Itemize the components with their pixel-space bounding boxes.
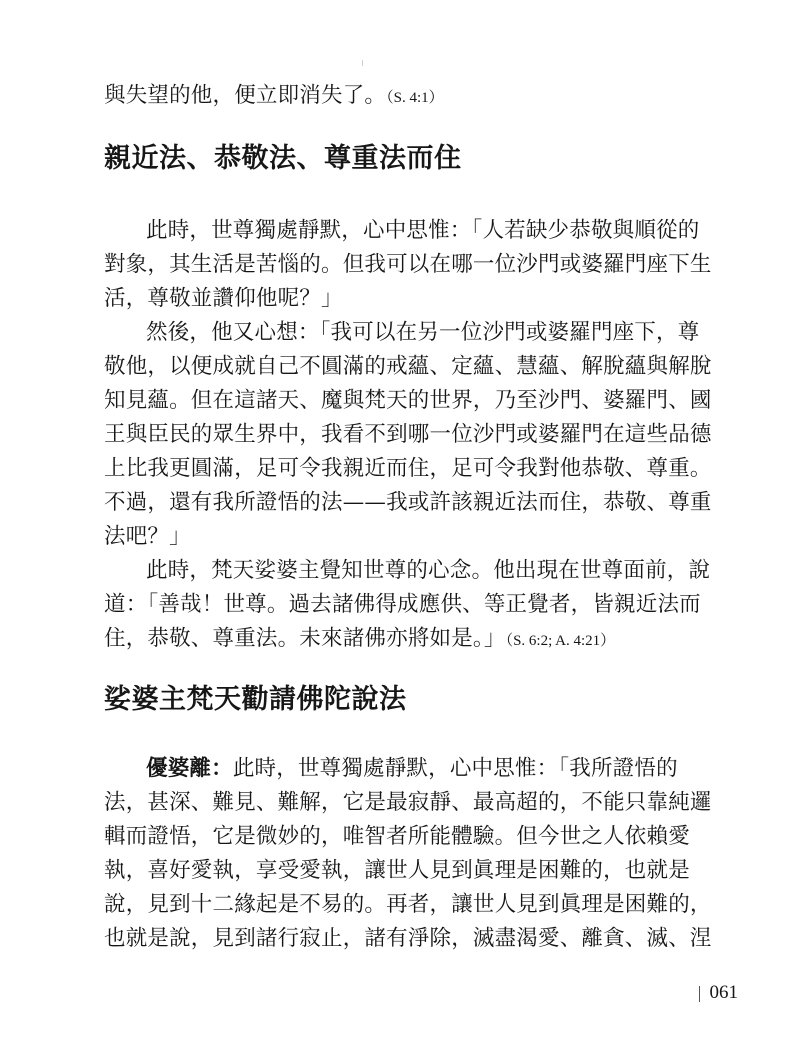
text-line bbox=[104, 625, 615, 655]
text-line: 知見蘊。但在這諸天、魔與梵天的世界，乃至沙門、婆羅門、國 bbox=[104, 388, 712, 413]
text-line: 也就是說，見到諸行寂止，諸有淨除，滅盡渴愛、離貪、滅、涅 bbox=[104, 926, 712, 951]
page-number bbox=[699, 982, 739, 1004]
text-line: 不過，還有我所證悟的法——我或許該親近法而住，恭敬、尊重 bbox=[104, 490, 712, 515]
citation: （S. 4:1） bbox=[386, 90, 444, 106]
text-line: 法吧？」 bbox=[104, 524, 191, 549]
section-heading: 娑婆主梵天勸請佛陀說法 bbox=[104, 684, 407, 715]
text-line: 敬他，以便成就自己不圓滿的戒蘊、定蘊、慧蘊、解脫蘊與解脫 bbox=[104, 354, 712, 379]
text-line: 對象，其生活是苦惱的。但我可以在哪一位沙門或婆羅門座下生 bbox=[104, 252, 712, 277]
text-line: 活，尊敬並讚仰他呢？」 bbox=[104, 286, 343, 311]
text-line bbox=[146, 755, 678, 783]
text: 與失望的他，便立即消失了。 bbox=[104, 83, 387, 108]
text-line: 法，甚深、難見、難解，它是最寂靜、最高超的，不能只靠純邏 bbox=[104, 790, 712, 815]
scan-mark bbox=[362, 60, 363, 66]
text-line: 此時，世尊獨處靜默，心中思惟：「人若缺少恭敬與順從的 bbox=[146, 218, 700, 243]
text-line: 此時，梵天娑婆主覺知世尊的心念。他出現在世尊面前，說 bbox=[146, 558, 711, 583]
text-line: 輯而證悟，它是微妙的，唯智者所能體驗。但今世之人依賴愛 bbox=[104, 824, 690, 849]
section-heading: 親近法、恭敬法、尊重法而住 bbox=[104, 143, 462, 174]
text-line: 執，喜好愛執，享受愛執，讓世人見到眞理是困難的，也就是 bbox=[104, 858, 690, 883]
speaker-name: 優婆離： bbox=[146, 756, 233, 781]
text-line: 說，見到十二緣起是不易的。再者，讓世人見到眞理是困難的， bbox=[104, 892, 712, 917]
page-number-text: 061 bbox=[709, 982, 738, 1003]
text-line: 上比我更圓滿，足可令我親近而住，足可令我對他恭敬、尊重。 bbox=[104, 456, 712, 481]
text-line: 王與臣民的眾生界中，我看不到哪一位沙門或婆羅門在這些品德 bbox=[104, 422, 712, 447]
text-line: 然後，他又心想：「我可以在另一位沙門或婆羅門座下，尊 bbox=[146, 320, 700, 345]
text-line: 道：「善哉！世尊。過去諸佛得成應供、等正覺者，皆親近法而 bbox=[104, 592, 701, 617]
text: 此時，世尊獨處靜默，心中思惟：「我所證悟的 bbox=[232, 756, 678, 781]
citation: （S. 6:2; A. 4:21） bbox=[505, 633, 616, 649]
folio-divider bbox=[699, 986, 700, 1002]
text-line bbox=[104, 82, 444, 112]
text: 住，恭敬、尊重法。未來諸佛亦將如是。」 bbox=[104, 626, 506, 651]
